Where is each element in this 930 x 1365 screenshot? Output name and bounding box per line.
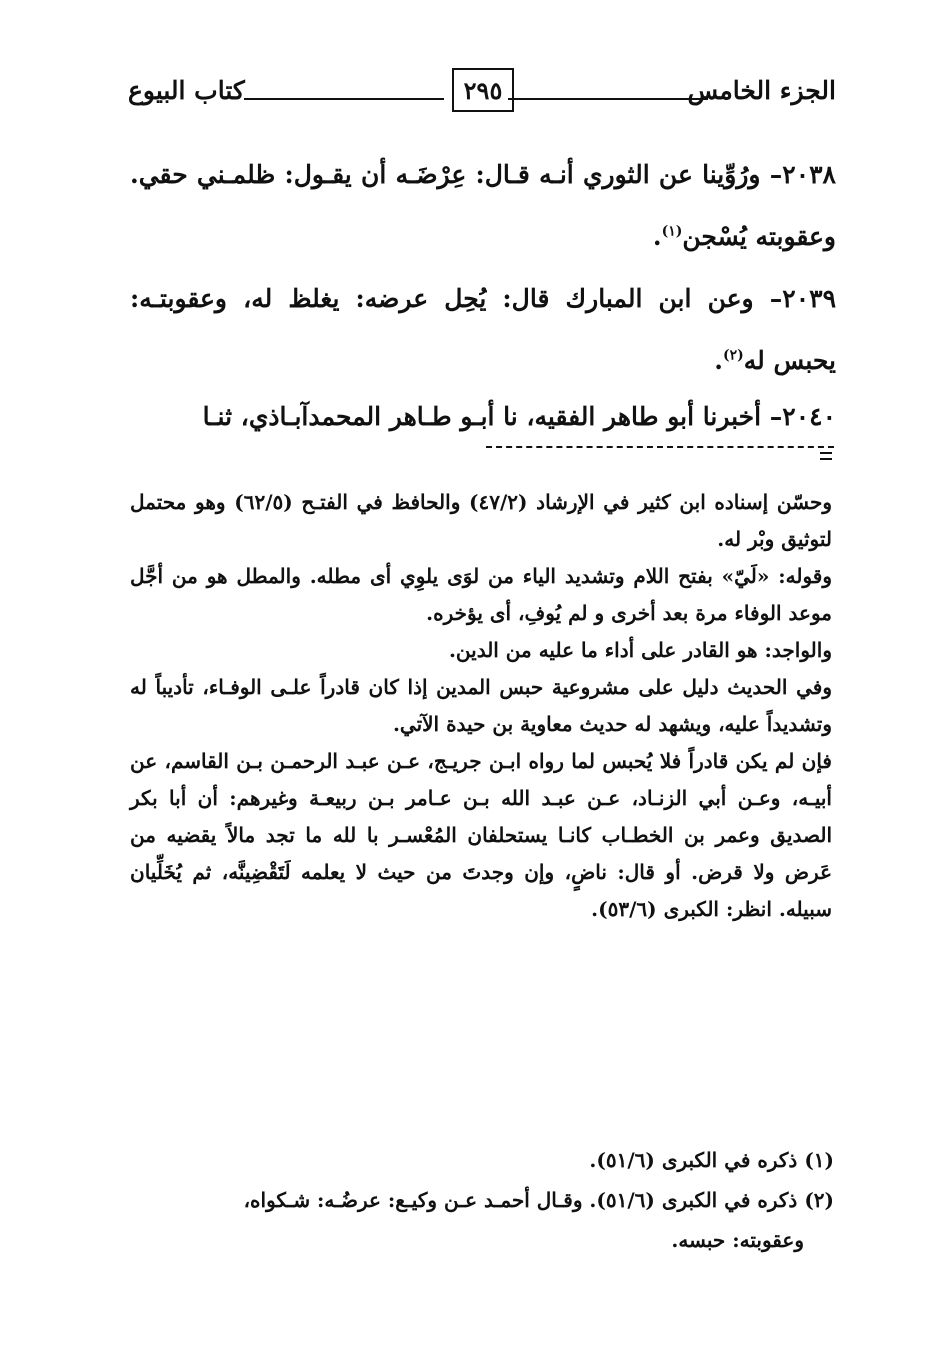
footnote-ref: (١)	[661, 223, 683, 240]
hadith-number: ٢٠٣٩–	[769, 284, 836, 313]
commentary-paragraph: وفي الحديث دليل على مشروعية حبس المدين إذا كان قادراً علـى الوفـاء، تأديباً له وتشديداً عليه، ويشهد له حديث معاوية بن حيدة الآتي.	[130, 675, 832, 736]
commentary-paragraph: وحسّن إسناده ابن كثير في الإرشاد (٤٧/٢) والحافظ في الفتـح (٦٢/٥) وهو محتمل لتوثيق وبْر له.	[130, 490, 832, 551]
commentary-paragraph: فإن لم يكن قادراً فلا يُحبس لما رواه ابـن جريـج، عـن عبـد الرحمـن بـن القاسم، عن أبيـه، وعـن أبي الزنـاد، عـن عبـد الله بـن عـامر بـن ربيعـة وغيرهم: أن أبا بكر الصديق وعمر بن الخطـاب كانـا يستحلفان المُعْسـر با لله ما تجد مالاً يقضيه من عَرض ولا قرض. أو قال: ناضٍ، وإن وجدتَ من حيث لا يعلمه لَتَقْضِينَّه، ثم يُخَلِّيان سبيله. انظر: الكبرى (٥٣/٦).	[130, 749, 832, 921]
hadith-2038	[130, 144, 836, 268]
hadith-end: .	[652, 222, 662, 251]
running-header	[128, 68, 836, 124]
header-book: كتاب البيوع	[128, 76, 245, 105]
hadith-text: ورُوِّينا عن الثوري أنـه قـال: عِرْضَـه أن يقـول: ظلمـني حقي. وعقوبته يُسْجن	[130, 160, 836, 251]
hadith-2040	[130, 386, 836, 438]
hadith-text: وعن ابن المبارك قال: يُحِل عرضه: يغلظ له، وعقوبتـه: يحبس له	[130, 284, 836, 375]
commentary-paragraph: والواجد: هو القادر على أداء ما عليه من الدين.	[448, 638, 832, 662]
footnote-2	[128, 1180, 834, 1220]
page-number: ٢٩٥	[452, 68, 514, 112]
footnotes	[128, 1140, 834, 1260]
footnote-text: ذكره في الكبرى (٥١/٦). وقـال أحمـد عـن وكيـع: عرضُـه: شـكواه،	[243, 1188, 798, 1212]
footnote-number: (٢)	[804, 1188, 834, 1212]
header-part: الجزء الخامس	[687, 76, 836, 105]
footnote-1	[128, 1140, 834, 1180]
footnote-ref: (٢)	[722, 347, 744, 364]
hadith-2039	[130, 268, 836, 392]
continuation-mark	[820, 452, 832, 464]
footnote-number: (١)	[804, 1148, 834, 1172]
dashed-separator	[486, 446, 834, 448]
header-rule-right	[508, 98, 708, 100]
commentary-paragraph: وقوله: «لَيّ» بفتح اللام وتشديد الياء من لوَى يلوِي أى مطله. والمطل هو من أجَّل موعد الوفاء مرة بعد أخرى و لم يُوفِ، أى يؤخره.	[130, 564, 832, 625]
footnote-2-continuation: وعقوبته: حبسه.	[671, 1228, 804, 1252]
footnote-text: ذكره في الكبرى (٥١/٦).	[589, 1148, 798, 1172]
hadith-end: .	[714, 346, 723, 375]
commentary	[130, 484, 832, 928]
header-rule-left	[244, 98, 444, 100]
hadith-number: ٢٠٣٨–	[769, 160, 836, 189]
hadith-number: ٢٠٤٠–	[769, 402, 836, 431]
hadith-text: أخبرنا أبو طاهر الفقيه، نا أبـو طـاهر المحمدآبـاذي، ثنـا	[202, 402, 762, 431]
